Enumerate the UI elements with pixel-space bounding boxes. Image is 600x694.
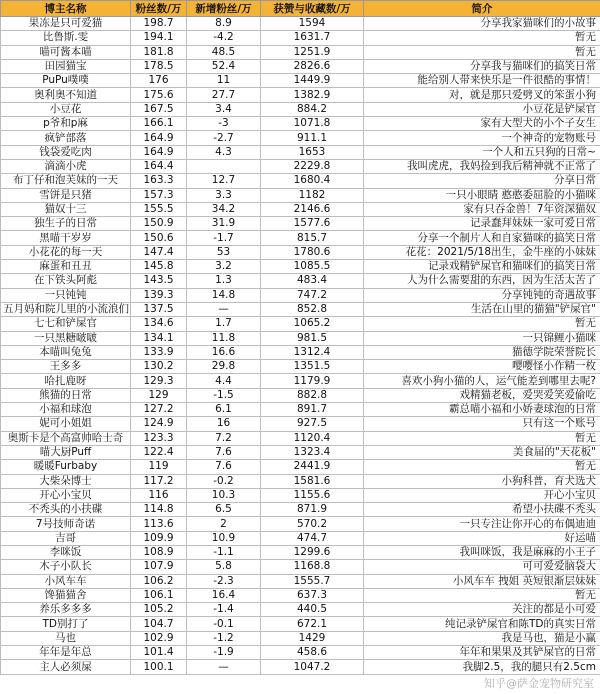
cell-blogger-name: 比鲁斯.雯 <box>1 31 131 45</box>
cell-intro: 记录戏精铲屎官和猫咪们的搞笑日常 <box>364 260 600 274</box>
cell-blogger-name: 马也 <box>1 631 131 645</box>
cell-likes-saves: 1581.6 <box>261 474 364 488</box>
table-row <box>1 660 600 674</box>
cell-blogger-name: PuPu噗噗 <box>1 74 131 88</box>
table-row <box>1 59 600 73</box>
cell-new-followers: 14.8 <box>187 288 261 302</box>
cell-followers: 164.4 <box>131 159 187 173</box>
cell-blogger-name: 一只钝钝 <box>1 288 131 302</box>
cell-blogger-name: 雪饼是只猪 <box>1 188 131 202</box>
cell-likes-saves: 891.7 <box>261 403 364 417</box>
table-row <box>1 631 600 645</box>
cell-intro: 一个人和五只狗的日常~ <box>364 145 600 159</box>
table-row <box>1 388 600 402</box>
cell-new-followers: -1.2 <box>187 631 261 645</box>
cell-intro: 好运喵 <box>364 531 600 545</box>
cell-new-followers: 6.1 <box>187 403 261 417</box>
cell-likes-saves: 1429 <box>261 631 364 645</box>
cell-followers: 164.9 <box>131 131 187 145</box>
cell-intro: 年年和果果及其铲屎官的日常 <box>364 646 600 660</box>
cell-intro: 我叫咪饭，我是麻麻的小王子 <box>364 545 600 559</box>
cell-new-followers: — <box>187 660 261 674</box>
cell-blogger-name: 一只黑糖啵啵 <box>1 331 131 345</box>
header-new-followers: 新增粉丝/万 <box>187 1 261 17</box>
table-row <box>1 188 600 202</box>
cell-intro: 关注的都是小可爱 <box>364 603 600 617</box>
cell-intro: 猫德学院荣誉院长 <box>364 345 600 359</box>
cell-blogger-name: 奥利奥不知道 <box>1 88 131 102</box>
cell-followers: 116 <box>131 488 187 502</box>
cell-intro: 对，就是那只爱劈叉的笨蛋小狗 <box>364 88 600 102</box>
cell-blogger-name: 大柴朵博士 <box>1 474 131 488</box>
cell-new-followers: -1.5 <box>187 388 261 402</box>
cell-likes-saves: 882.8 <box>261 388 364 402</box>
cell-blogger-name: 黑喵干岁岁 <box>1 231 131 245</box>
cell-intro: 暂无 <box>364 31 600 45</box>
table-row <box>1 288 600 302</box>
cell-likes-saves: 1047.2 <box>261 660 364 674</box>
table-row <box>1 560 600 574</box>
cell-followers: 134.6 <box>131 317 187 331</box>
cell-new-followers: -1.1 <box>187 545 261 559</box>
cell-followers: 167.5 <box>131 102 187 116</box>
table-row <box>1 131 600 145</box>
table-row <box>1 588 600 602</box>
cell-likes-saves: 1251.9 <box>261 45 364 59</box>
table-row <box>1 545 600 559</box>
cell-new-followers: 7.2 <box>187 431 261 445</box>
cell-intro: 喜欢小狗小猫的人，运气能差到哪里去呢? <box>364 374 600 388</box>
cell-likes-saves: 911.1 <box>261 131 364 145</box>
cell-intro: 家有只吞金兽！7年资深猫奴 <box>364 202 600 216</box>
cell-followers: 178.5 <box>131 59 187 73</box>
cell-followers: 194.1 <box>131 31 187 45</box>
cell-blogger-name: 暖暖Furbaby <box>1 460 131 474</box>
cell-new-followers: -2.3 <box>187 574 261 588</box>
cell-likes-saves: 2229.8 <box>261 159 364 173</box>
cell-blogger-name: 不秃头的小扶碟 <box>1 503 131 517</box>
cell-new-followers: — <box>187 302 261 316</box>
cell-intro: 一个神奇的宠物账号 <box>364 131 600 145</box>
cell-intro: 一只专注让你开心的布偶迪迪 <box>364 517 600 531</box>
table-row <box>1 74 600 88</box>
cell-new-followers: 7.6 <box>187 445 261 459</box>
cell-likes-saves: 1168.8 <box>261 560 364 574</box>
cell-intro: 暂无 <box>364 460 600 474</box>
cell-intro: 我脚2.5，我的腿只有2.5cm <box>364 660 600 674</box>
cell-intro: 分享我家猫咪们的小故事 <box>364 17 600 31</box>
cell-followers: 104.7 <box>131 617 187 631</box>
cell-blogger-name: 独生子的日常 <box>1 217 131 231</box>
table-row <box>1 403 600 417</box>
cell-new-followers: 8.9 <box>187 17 261 31</box>
table-row <box>1 31 600 45</box>
cell-likes-saves: 1594 <box>261 17 364 31</box>
table-row <box>1 17 600 31</box>
cell-followers: 107.9 <box>131 560 187 574</box>
cell-new-followers: 7.6 <box>187 460 261 474</box>
watermark: 知乎@萨金宠物研究室 <box>484 677 594 690</box>
cell-blogger-name: 果冻是只可爱猫 <box>1 17 131 31</box>
table-row <box>1 531 600 545</box>
cell-blogger-name: 猫奴十三 <box>1 202 131 216</box>
table-row <box>1 417 600 431</box>
cell-blogger-name: TD别打了 <box>1 617 131 631</box>
cell-followers: 155.5 <box>131 202 187 216</box>
cell-likes-saves: 2826.6 <box>261 59 364 73</box>
cell-new-followers: 3.2 <box>187 260 261 274</box>
cell-new-followers: -1.4 <box>187 603 261 617</box>
cell-intro: 嘤嘤怪小作精一枚 <box>364 360 600 374</box>
cell-blogger-name: 养乐多多多 <box>1 603 131 617</box>
cell-new-followers: 4.4 <box>187 374 261 388</box>
cell-blogger-name: 田园猫宝 <box>1 59 131 73</box>
cell-blogger-name: 五月妈和院儿里的小流浪们 <box>1 302 131 316</box>
cell-intro: 一只小眼睛 憨憨委屈脸的小猫咪 <box>364 188 600 202</box>
cell-blogger-name: 妮可小姐姐 <box>1 417 131 431</box>
cell-likes-saves: 884.2 <box>261 102 364 116</box>
cell-blogger-name: 7号技师奇诺 <box>1 517 131 531</box>
cell-likes-saves: 1085.5 <box>261 260 364 274</box>
cell-new-followers <box>187 159 261 173</box>
cell-followers: 150.6 <box>131 231 187 245</box>
cell-followers: 123.3 <box>131 431 187 445</box>
cell-likes-saves: 458.6 <box>261 646 364 660</box>
cell-intro: 我叫虎虎，我妈捡到我后精神就不正常了 <box>364 159 600 173</box>
table-row <box>1 646 600 660</box>
cell-likes-saves: 1555.7 <box>261 574 364 588</box>
cell-new-followers: 1.3 <box>187 274 261 288</box>
cell-new-followers: 12.7 <box>187 174 261 188</box>
cell-new-followers: -0.1 <box>187 617 261 631</box>
cell-followers: 106.2 <box>131 574 187 588</box>
table-row <box>1 460 600 474</box>
cell-likes-saves: 440.5 <box>261 603 364 617</box>
cell-new-followers: 52.4 <box>187 59 261 73</box>
table-row <box>1 331 600 345</box>
cell-intro: 暂无 <box>364 588 600 602</box>
table-row <box>1 159 600 173</box>
cell-followers: 122.4 <box>131 445 187 459</box>
cell-followers: 108.9 <box>131 545 187 559</box>
table-row <box>1 231 600 245</box>
cell-blogger-name: 疯铲部落 <box>1 131 131 145</box>
cell-likes-saves: 747.2 <box>261 288 364 302</box>
cell-followers: 117.2 <box>131 474 187 488</box>
cell-new-followers: 16.4 <box>187 588 261 602</box>
cell-followers: 106.1 <box>131 588 187 602</box>
cell-likes-saves: 474.7 <box>261 531 364 545</box>
cell-likes-saves: 927.5 <box>261 417 364 431</box>
cell-intro: 分享日常 <box>364 174 600 188</box>
cell-intro: 能给别人带来快乐是一件很酷的事情！ <box>364 74 600 88</box>
cell-new-followers: -1.7 <box>187 231 261 245</box>
cell-blogger-name: 李咪饭 <box>1 545 131 559</box>
cell-followers: 124.9 <box>131 417 187 431</box>
cell-intro: 戏精猫老板，爱哭爱笑爱偷吃 <box>364 388 600 402</box>
cell-likes-saves: 871.9 <box>261 503 364 517</box>
cell-followers: 143.5 <box>131 274 187 288</box>
table-row <box>1 345 600 359</box>
cell-intro: 开心小宝贝 <box>364 488 600 502</box>
header-likes-saves: 获赞与收藏数/万 <box>261 1 364 17</box>
cell-followers: 119 <box>131 460 187 474</box>
cell-new-followers: -2.7 <box>187 131 261 145</box>
cell-followers: 101.4 <box>131 646 187 660</box>
table-row <box>1 374 600 388</box>
cell-followers: 166.1 <box>131 117 187 131</box>
header-blogger-name: 博主名称 <box>1 1 131 17</box>
table-row <box>1 117 600 131</box>
cell-followers: 129 <box>131 388 187 402</box>
cell-blogger-name: 主人必须屎 <box>1 660 131 674</box>
cell-blogger-name: 布丁仔和泡芙妹的一天 <box>1 174 131 188</box>
cell-new-followers: 10.3 <box>187 488 261 502</box>
table-row <box>1 274 600 288</box>
table-row <box>1 102 600 116</box>
cell-new-followers: 11.8 <box>187 331 261 345</box>
cell-new-followers: 10.9 <box>187 531 261 545</box>
cell-blogger-name: 小豆花 <box>1 102 131 116</box>
cell-intro: 我是马也，猫是小赢 <box>364 631 600 645</box>
cell-likes-saves: 1120.4 <box>261 431 364 445</box>
cell-intro: 家有大型犬的小个子女生 <box>364 117 600 131</box>
table-row <box>1 88 600 102</box>
cell-likes-saves: 1449.9 <box>261 74 364 88</box>
cell-intro: 暂无 <box>364 45 600 59</box>
table-row <box>1 202 600 216</box>
cell-blogger-name: 在下铁头阿彪 <box>1 274 131 288</box>
cell-new-followers: 3.3 <box>187 188 261 202</box>
cell-followers: 114.8 <box>131 503 187 517</box>
cell-new-followers: -3 <box>187 117 261 131</box>
cell-likes-saves: 2146.6 <box>261 202 364 216</box>
table-row <box>1 145 600 159</box>
cell-likes-saves: 1312.4 <box>261 345 364 359</box>
cell-followers: 113.6 <box>131 517 187 531</box>
cell-new-followers: 2 <box>187 517 261 531</box>
table-row <box>1 360 600 374</box>
cell-followers: 157.3 <box>131 188 187 202</box>
cell-intro: 小豆花是铲屎官 <box>364 102 600 116</box>
cell-likes-saves: 2441.9 <box>261 460 364 474</box>
cell-likes-saves: 483.4 <box>261 274 364 288</box>
cell-blogger-name: 吉哥 <box>1 531 131 545</box>
cell-likes-saves: 672.1 <box>261 617 364 631</box>
cell-likes-saves: 1382.9 <box>261 88 364 102</box>
cell-intro: 美食届的"天花板" <box>364 445 600 459</box>
cell-new-followers: 34.2 <box>187 202 261 216</box>
header-row <box>1 1 600 17</box>
cell-intro: 小风车车 拽姐 英短银渐层妹妹 <box>364 574 600 588</box>
cell-blogger-name: 王多多 <box>1 360 131 374</box>
table-row <box>1 245 600 259</box>
cell-followers: 133.9 <box>131 345 187 359</box>
cell-intro: 生活在山里的猫猫"铲屎官" <box>364 302 600 316</box>
cell-likes-saves: 1631.7 <box>261 31 364 45</box>
cell-new-followers: 4.3 <box>187 145 261 159</box>
cell-new-followers: 53 <box>187 245 261 259</box>
cell-intro: 只有这一个账号 <box>364 417 600 431</box>
table-row <box>1 431 600 445</box>
cell-intro: 霸总喵小福和小娇妻球泡的日常 <box>364 403 600 417</box>
cell-followers: 176 <box>131 74 187 88</box>
cell-blogger-name: 小花花的每一天 <box>1 245 131 259</box>
cell-likes-saves: 1155.6 <box>261 488 364 502</box>
cell-new-followers: 27.7 <box>187 88 261 102</box>
cell-intro: 花花：2021/5/18出生，金牛座的小妹妹 <box>364 245 600 259</box>
cell-new-followers: 3.4 <box>187 102 261 116</box>
table-row <box>1 45 600 59</box>
table-row <box>1 574 600 588</box>
table-row <box>1 317 600 331</box>
cell-intro: 人为什么需要甜的东西，因为生活太苦了 <box>364 274 600 288</box>
cell-followers: 109.9 <box>131 531 187 545</box>
cell-blogger-name: 小风车车 <box>1 574 131 588</box>
cell-intro: 一只锦鲤小猫咪 <box>364 331 600 345</box>
cell-blogger-name: 七七和铲屎官 <box>1 317 131 331</box>
cell-blogger-name: 喵可酱本喵 <box>1 45 131 59</box>
table-row <box>1 260 600 274</box>
cell-new-followers: 29.8 <box>187 360 261 374</box>
table-row <box>1 617 600 631</box>
cell-intro: 分享一个制片人和自家猫咪的搞笑日常 <box>364 231 600 245</box>
cell-followers: 164.9 <box>131 145 187 159</box>
cell-likes-saves: 637.3 <box>261 588 364 602</box>
cell-followers: 163.3 <box>131 174 187 188</box>
cell-new-followers: 48.5 <box>187 45 261 59</box>
cell-likes-saves: 570.2 <box>261 517 364 531</box>
cell-likes-saves: 1680.4 <box>261 174 364 188</box>
cell-followers: 130.2 <box>131 360 187 374</box>
cell-new-followers: 31.9 <box>187 217 261 231</box>
cell-likes-saves: 1179.9 <box>261 374 364 388</box>
cell-followers: 134.1 <box>131 331 187 345</box>
cell-blogger-name: 麻蛋和丑丑 <box>1 260 131 274</box>
cell-new-followers: 5.8 <box>187 560 261 574</box>
cell-new-followers: -1.9 <box>187 646 261 660</box>
table-row <box>1 302 600 316</box>
table-row <box>1 517 600 531</box>
cell-blogger-name: 馋猫猫舍 <box>1 588 131 602</box>
cell-followers: 147.4 <box>131 245 187 259</box>
cell-followers: 150.9 <box>131 217 187 231</box>
cell-likes-saves: 1653 <box>261 145 364 159</box>
cell-followers: 102.9 <box>131 631 187 645</box>
cell-blogger-name: 钱袋爱吃肉 <box>1 145 131 159</box>
cell-blogger-name: p爷和p麻 <box>1 117 131 131</box>
cell-likes-saves: 1577.6 <box>261 217 364 231</box>
cell-new-followers: 11 <box>187 74 261 88</box>
cell-blogger-name: 喵大厨Puff <box>1 445 131 459</box>
cell-followers: 137.5 <box>131 302 187 316</box>
cell-followers: 139.3 <box>131 288 187 302</box>
cell-blogger-name: 小福和球泡 <box>1 403 131 417</box>
cell-followers: 145.8 <box>131 260 187 274</box>
cell-blogger-name: 开心小宝贝 <box>1 488 131 502</box>
cell-likes-saves: 815.7 <box>261 231 364 245</box>
cell-likes-saves: 1299.6 <box>261 545 364 559</box>
cell-likes-saves: 852.8 <box>261 302 364 316</box>
cell-new-followers: 6.5 <box>187 503 261 517</box>
cell-blogger-name: 奥斯卡是个高富帅哈士奇 <box>1 431 131 445</box>
cell-likes-saves: 1071.8 <box>261 117 364 131</box>
cell-followers: 198.7 <box>131 17 187 31</box>
table-row <box>1 488 600 502</box>
cell-followers: 127.2 <box>131 403 187 417</box>
cell-blogger-name: 熊猫的日常 <box>1 388 131 402</box>
cell-blogger-name: 本喵叫兔兔 <box>1 345 131 359</box>
cell-new-followers: 16.6 <box>187 345 261 359</box>
cell-likes-saves: 1182 <box>261 188 364 202</box>
cell-followers: 105.2 <box>131 603 187 617</box>
cell-intro: 分享我与猫咪们的搞笑日常 <box>364 59 600 73</box>
cell-likes-saves: 1065.2 <box>261 317 364 331</box>
cell-intro: 小狗科普，育犬选犬 <box>364 474 600 488</box>
cell-intro: 希望小扶碟不秃头 <box>364 503 600 517</box>
cell-new-followers: -4.2 <box>187 31 261 45</box>
cell-followers: 100.1 <box>131 660 187 674</box>
cell-blogger-name: 木子小队长 <box>1 560 131 574</box>
header-intro: 简介 <box>364 1 600 17</box>
cell-followers: 129.3 <box>131 374 187 388</box>
cell-likes-saves: 981.5 <box>261 331 364 345</box>
cell-blogger-name: 哈扎鹿呀 <box>1 374 131 388</box>
cell-likes-saves: 1780.6 <box>261 245 364 259</box>
table-row <box>1 174 600 188</box>
table-row <box>1 603 600 617</box>
cell-new-followers: 1.7 <box>187 317 261 331</box>
cell-intro: 分享钝钝的奇遇故事 <box>364 288 600 302</box>
table-row <box>1 503 600 517</box>
cell-likes-saves: 1323.4 <box>261 445 364 459</box>
table-row <box>1 217 600 231</box>
cell-followers: 175.6 <box>131 88 187 102</box>
cell-blogger-name: 年年是年总 <box>1 646 131 660</box>
cell-new-followers: -0.2 <box>187 474 261 488</box>
cell-followers: 181.8 <box>131 45 187 59</box>
cell-intro: 可可爱爱脑袋大 <box>364 560 600 574</box>
cell-blogger-name: 滴滴小虎 <box>1 159 131 173</box>
cell-intro: 纯记录铲屎官和陈TD的真实日常 <box>364 617 600 631</box>
cell-likes-saves: 1351.5 <box>261 360 364 374</box>
cell-new-followers: 16 <box>187 417 261 431</box>
table-row <box>1 445 600 459</box>
table-row <box>1 474 600 488</box>
cell-intro: 记录蠢拜妹妹一家可爱日常 <box>364 217 600 231</box>
cell-intro: 暂无 <box>364 317 600 331</box>
table-body <box>1 17 600 675</box>
cell-intro: 暂无 <box>364 431 600 445</box>
header-followers: 粉丝数/万 <box>131 1 187 17</box>
